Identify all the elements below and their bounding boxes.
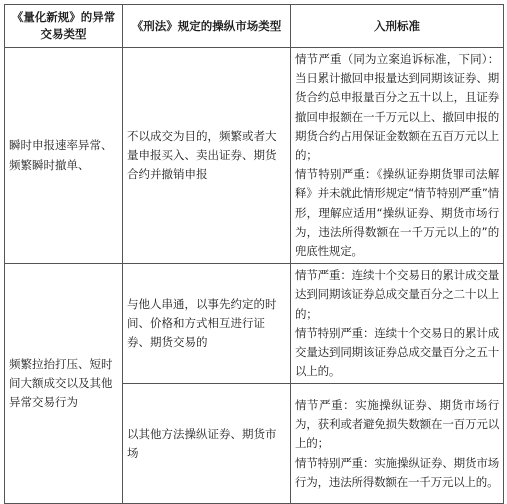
header-criminal-standard: 入刑标准 [291, 5, 504, 48]
manipulation-type-cell: 不以成交为目的，频繁或者大量申报买入、卖出证券、期货合约并撤销申报 [123, 48, 291, 264]
standard-very-serious: 情节特别严重：连续十个交易日的累计成交量达到同期该证券总成交量百分之五十以上的。 [295, 325, 499, 379]
standard-cell [291, 264, 504, 384]
manipulation-type-cell: 与他人串通，以事先约定的时间、价格和方式相互进行证券、期货交易的 [123, 264, 291, 384]
standard-very-serious: 情节特别严重：实施操纵证券、期货市场行为，违法所得数额在一千万元以上的。 [295, 455, 499, 489]
standard-very-serious: 情节特别严重：《操纵证券期货罪司法解释》并未就此情形规定“情节特别严重”情形，理解应适用“操纵证券、期货市场行为，违法所得数额在一千万元以上的”的兜底性规定。 [295, 167, 499, 259]
standard-cell [291, 48, 504, 264]
criteria-table [4, 4, 504, 504]
manipulation-type-cell: 以其他方法操纵证券、期货市场 [123, 384, 291, 504]
table-header-row [5, 5, 504, 48]
anomaly-type-cell: 瞬时申报速率异常、频繁瞬时撤单、 [5, 48, 123, 264]
standard-serious: 情节严重（同为立案追诉标准，下同）：当日累计撤回申报量达到同期该证券、期货合约总申报量百分之五十以上，且证券撤回申报额在一千万元以上、撤回申报的期货合约占用保证金数额在五百万元以上的； [295, 52, 499, 163]
table-row [5, 48, 504, 264]
header-manipulation-type: 《刑法》规定的操纵市场类型 [123, 5, 291, 48]
standard-cell [291, 384, 504, 504]
standard-serious: 情节严重：连续十个交易日的累计成交量达到同期该证券总成交量百分之二十以上的； [295, 268, 499, 321]
table-row [5, 264, 504, 384]
anomaly-type-cell: 频繁拉抬打压、短时间大额成交以及其他异常交易行为 [5, 264, 123, 504]
standard-serious: 情节严重：实施操纵证券、期货市场行为，获利或者避免损失数额在一百万元以上的； [295, 397, 499, 451]
header-anomaly-type: 《量化新规》的异常交易类型 [5, 5, 123, 48]
